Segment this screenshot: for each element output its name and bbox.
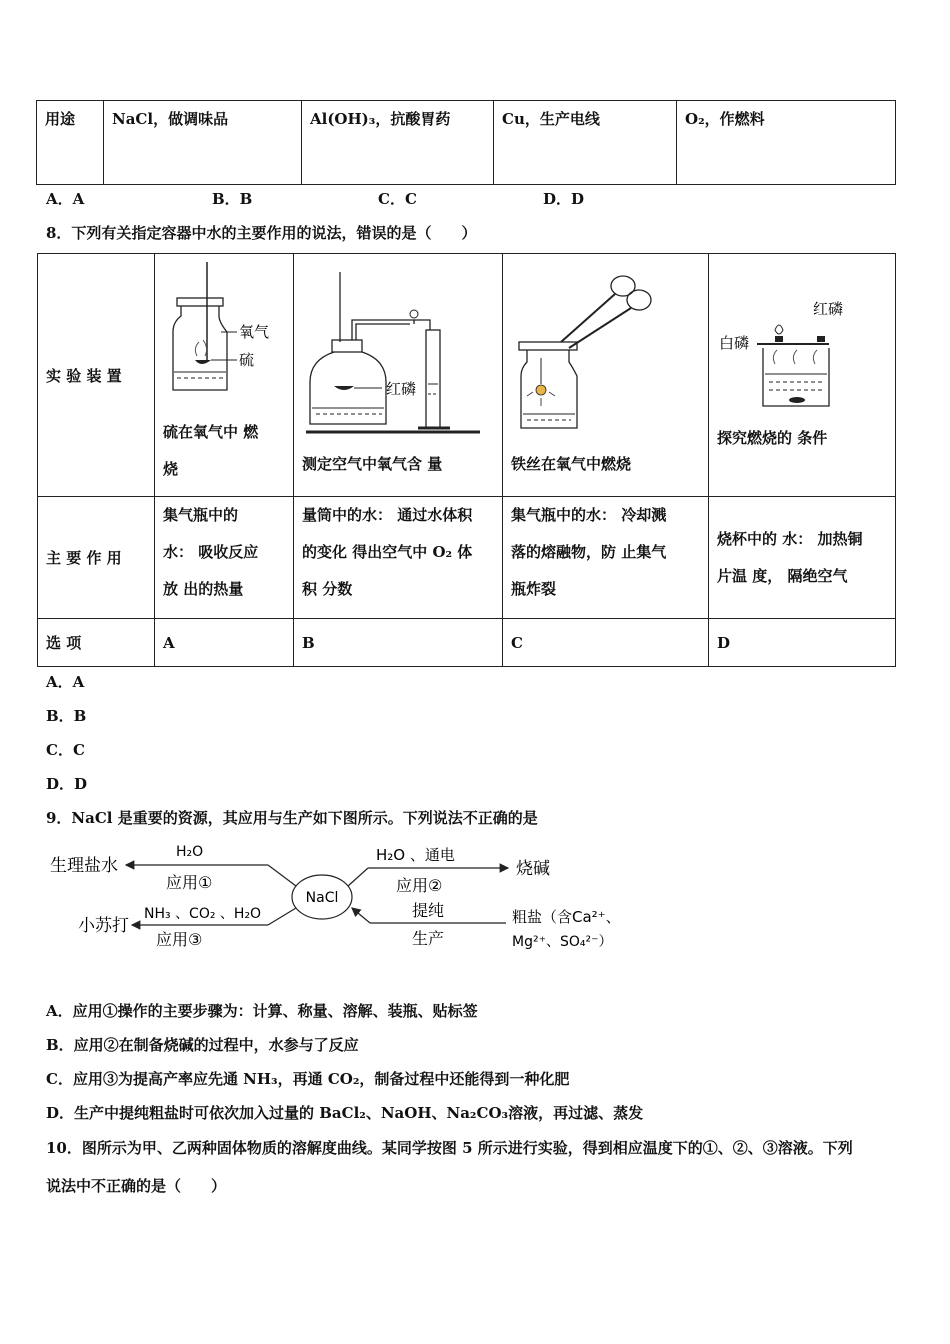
fig-label-white-phosphorus: 白磷 [719, 334, 750, 352]
q9-option[interactable]: B．应用②在制备烧碱的过程中，水参与了反应 [46, 1036, 359, 1054]
iron-burning-figure [511, 264, 700, 444]
exp-caption: 探究燃烧的 条件 [717, 429, 828, 447]
q10-stem-line2: 说法中不正确的是（ ） [46, 1177, 227, 1195]
target-baking-soda: 小苏打 [78, 916, 129, 936]
usage-table [36, 100, 896, 185]
usage-cell: O₂，作燃料 [677, 101, 896, 185]
target-saline: 生理盐水 [50, 856, 118, 876]
q7-option[interactable]: A．A [46, 190, 85, 208]
nacl-node-label: NaCl [305, 890, 339, 906]
option-cell: A [155, 619, 294, 667]
row-label-option: 选 项 [38, 619, 155, 667]
exp-caption: 硫在氧气中 燃 [163, 423, 259, 441]
reagent-water-electricity: H₂O 、通电 [376, 846, 455, 864]
process-produce: 生产 [412, 929, 445, 948]
q10-stem-line1: 10．图所示为甲、乙两种固体物质的溶解度曲线。某同学按图 5 所示进行实验，得到相应温度下的①、②、③溶液。下列 [46, 1139, 853, 1157]
q8-option[interactable]: A．A [46, 673, 85, 691]
combustion-conditions-figure [717, 264, 887, 434]
exp-caption: 烧 [163, 460, 179, 478]
reagent-nh3-co2-h2o: NH₃ 、CO₂ 、H₂O [144, 906, 262, 922]
app-1-label: 应用① [166, 873, 213, 892]
exp-cell-d [709, 254, 896, 497]
q7-option[interactable]: C．C [378, 190, 417, 208]
q8-option[interactable]: D．D [46, 775, 88, 793]
app-3-label: 应用③ [156, 930, 203, 949]
q7-option[interactable]: D．D [543, 190, 585, 208]
fig-label-oxygen: 氧气 [239, 323, 270, 341]
target-caustic-soda: 烧碱 [516, 859, 550, 879]
usage-row-label: 用途 [37, 101, 104, 185]
exp-cell-a [155, 254, 294, 497]
q9-option[interactable]: D．生产中提纯粗盐时可依次加入过量的 BaCl₂、NaOH、Na₂CO₃溶液，再过滤、蒸发 [46, 1104, 644, 1122]
experiment-table [37, 253, 896, 667]
role-cell: 烧杯中的 水： 加热铜 片温 度， 隔绝空气 [709, 497, 896, 619]
role-cell: 量筒中的水： 通过水体积 的变化 得出空气中 O₂ 体 积 分数 [294, 497, 503, 619]
process-purify: 提纯 [412, 901, 445, 920]
q9-option[interactable]: C．应用③为提高产率应先通 NH₃，再通 CO₂，制备过程中还能得到一种化肥 [46, 1070, 570, 1088]
app-2-label: 应用② [396, 876, 443, 895]
usage-cell: Al(OH)₃，抗酸胃药 [302, 101, 494, 185]
exp-caption: 铁丝在氧气中燃烧 [511, 455, 632, 473]
exp-cell-b [294, 254, 503, 497]
usage-cell: NaCl，做调味品 [104, 101, 302, 185]
row-label-role: 主 要 作 用 [38, 497, 155, 619]
q9-stem: 9．NaCl 是重要的资源，其应用与生产如下图所示。下列说法不正确的是 [46, 809, 538, 827]
exp-caption: 测定空气中氧气含 量 [302, 455, 443, 473]
role-cell: 集气瓶中的水： 冷却溅 落的熔融物，防 止集气 瓶炸裂 [503, 497, 709, 619]
role-cell: 集气瓶中的 水： 吸收反应 放 出的热量 [155, 497, 294, 619]
fig-label-red-phosphorus: 红磷 [386, 380, 417, 398]
q8-option[interactable]: B．B [46, 707, 87, 725]
sulfur-burning-figure [163, 260, 285, 410]
air-oxygen-figure [302, 264, 494, 449]
fig-label-sulfur: 硫 [239, 351, 255, 369]
option-cell: C [503, 619, 709, 667]
q8-stem: 8．下列有关指定容器中水的主要作用的说法，错误的是（ ） [46, 224, 477, 242]
exp-cell-c [503, 254, 709, 497]
q8-option[interactable]: C．C [46, 741, 85, 759]
usage-cell: Cu，生产电线 [494, 101, 677, 185]
option-cell: D [709, 619, 896, 667]
reagent-water: H₂O [176, 844, 204, 860]
source-crude-salt-ions: Mg²⁺、SO₄²⁻） [512, 934, 613, 950]
option-cell: B [294, 619, 503, 667]
fig-label-red-phosphorus-d: 红磷 [813, 300, 844, 318]
q9-option[interactable]: A．应用①操作的主要步骤为：计算、称量、溶解、装瓶、贴标签 [46, 1002, 478, 1020]
row-label-apparatus: 实 验 装 置 [38, 254, 155, 497]
nacl-flow-diagram [46, 836, 646, 956]
source-crude-salt: 粗盐（含Ca²⁺、 [512, 908, 621, 926]
q7-option[interactable]: B．B [212, 190, 253, 208]
